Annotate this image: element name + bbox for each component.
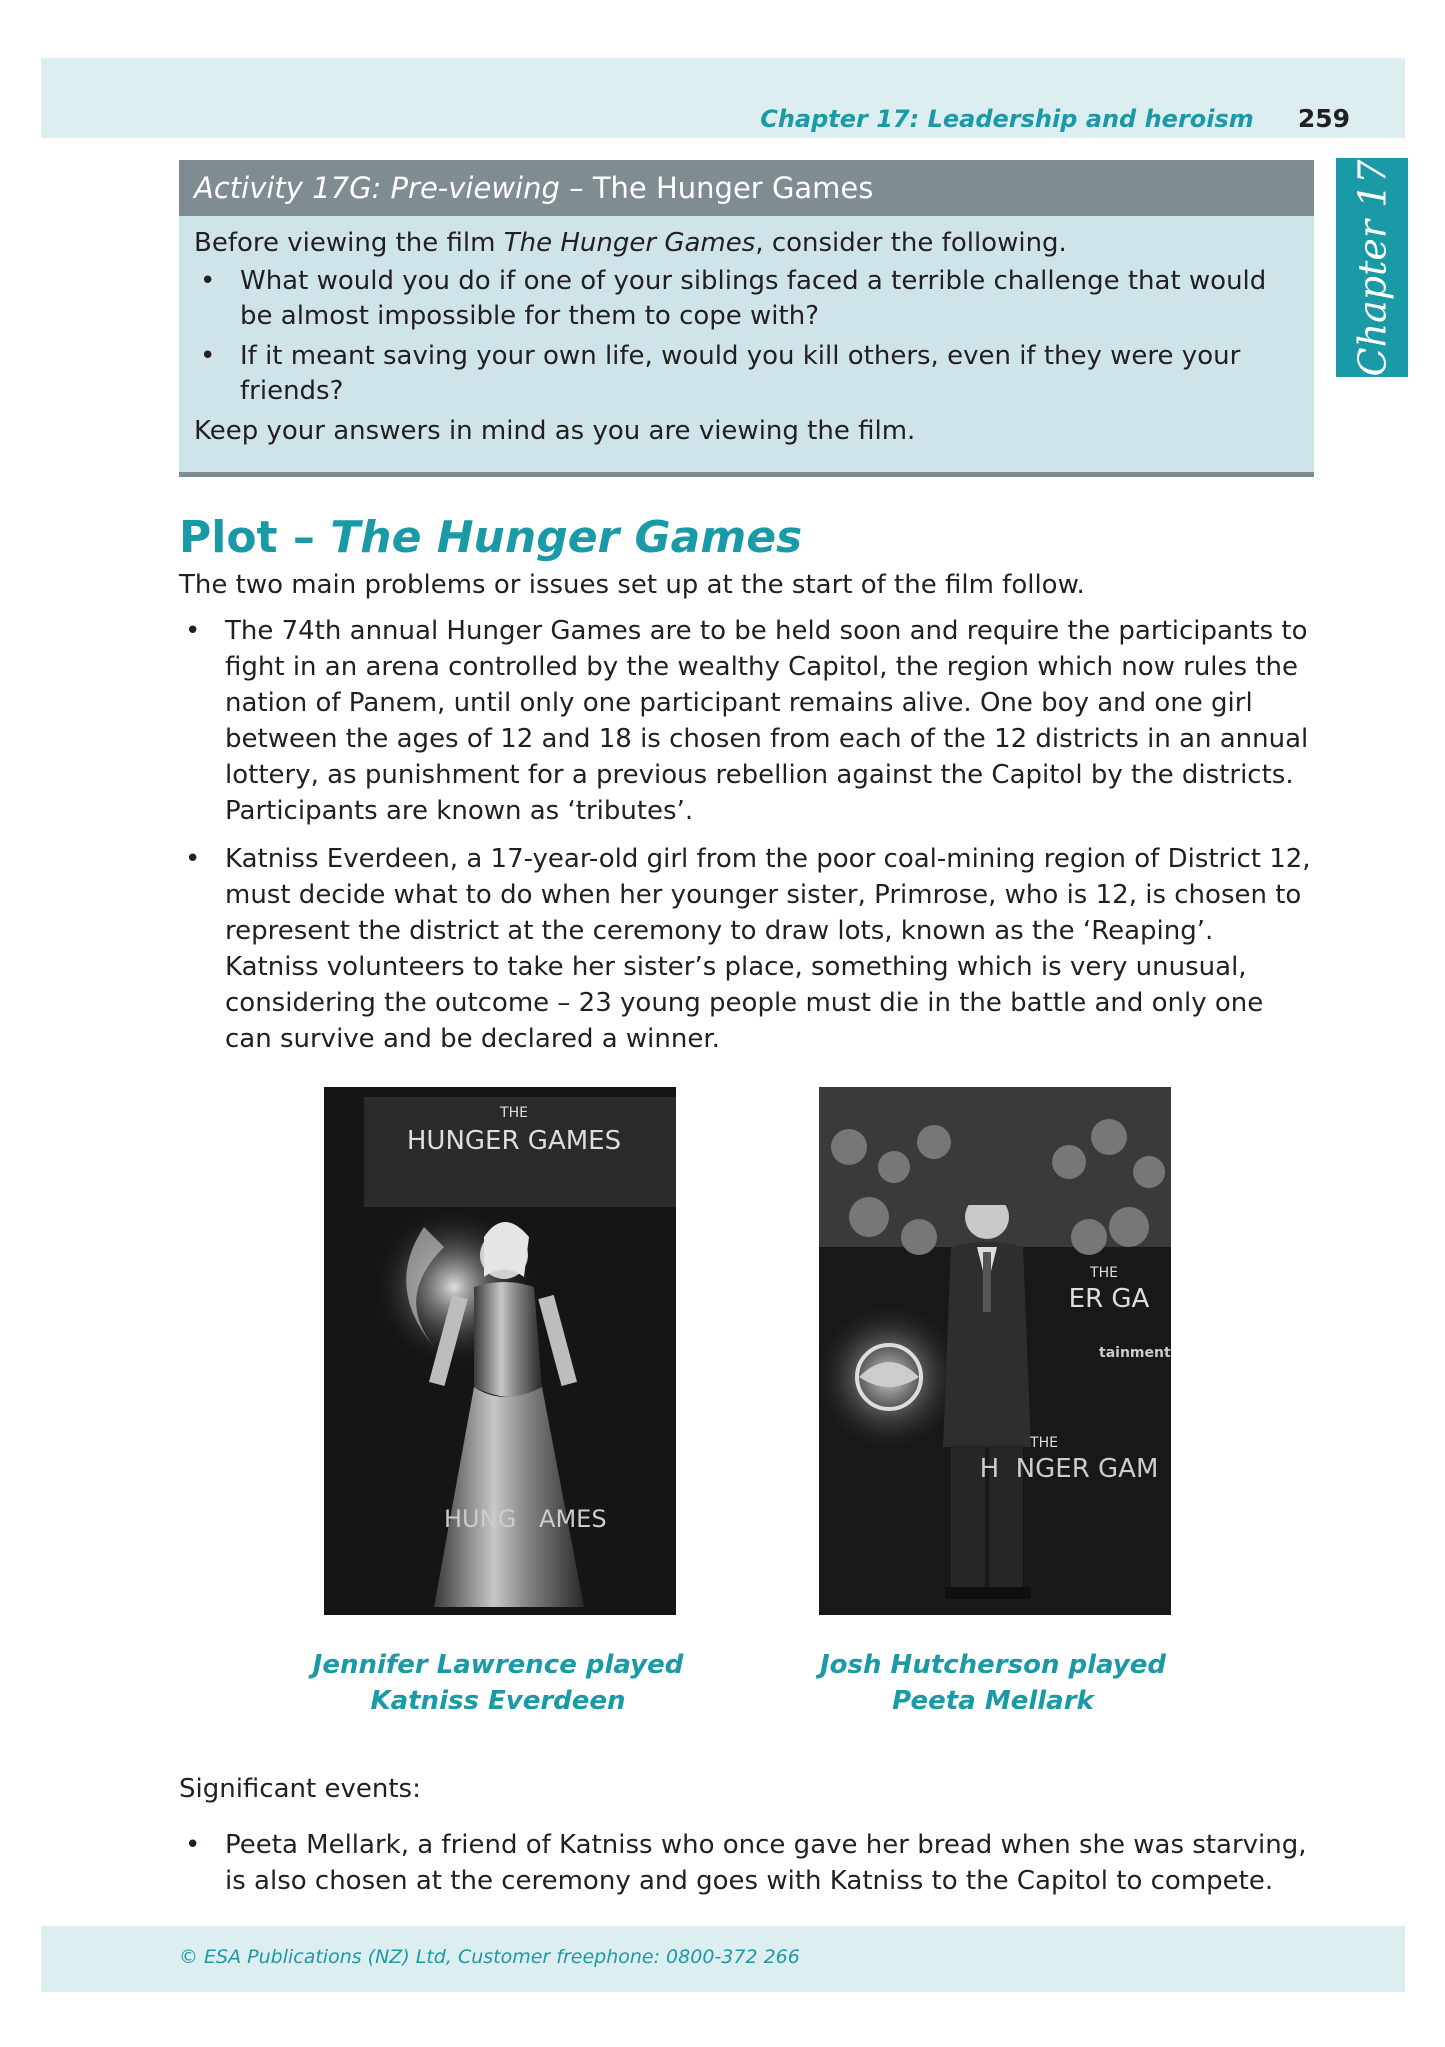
event-bullet: • Peeta Mellark, a friend of Katniss who once gave her bread when she was starving, is also chosen at the ceremony and goes with Katniss to the Capitol to compete. — [179, 1827, 1314, 1899]
events-bullets — [179, 1827, 1314, 1899]
activity-question: • What would you do if one of your siblings faced a terrible challenge that would be almost impossible for them to cope with? — [194, 264, 1298, 334]
page-number: 259 — [1297, 104, 1350, 133]
activity-intro-end: , consider the following. — [755, 228, 1067, 258]
chapter-tab-label: Chapter 17 — [1350, 159, 1395, 376]
footer-copyright: © ESA Publications (NZ) Ltd, Customer freephone: 0800-372 266 — [179, 1946, 800, 1968]
plot-bullet: • The 74th annual Hunger Games are to be held soon and require the participants to fight in an arena controlled by the wealthy Capitol, the region which now rules the nation of Panem, until only one participant remains alive. One boy and one girl between the ages of 12 and 18 is chosen from each of the 12 districts in an annual lottery, as punishment for a previous rebellion against the Capitol by the districts. Participants are known as ‘tributes’. — [179, 613, 1314, 829]
plot-bullet: • Katniss Everdeen, a 17-year-old girl from the poor coal-mining region of District 12, must decide what to do when her younger sister, Primrose, who is 12, is chosen to represent the district at the ceremony to draw lots, known as the ‘Reaping’. Katniss volunteers to take her sister’s place, something which is very unusual, considering the outcome – 23 young people must die in the battle and only one can survive and be declared a winner. — [179, 841, 1314, 1057]
left-banner-title: HUNGER GAMES — [406, 1126, 622, 1156]
film-title: The Hunger Games — [503, 228, 756, 258]
photo-jennifer-lawrence-image — [324, 1087, 676, 1615]
plot-intro: The two main problems or issues set up at the start of the film follow. — [179, 570, 1085, 600]
chapter-title: Chapter 17: Leadership and heroism — [760, 105, 1254, 133]
right-banner-the-lower: THE — [1030, 1435, 1058, 1451]
caption-jennifer-lawrence — [278, 1647, 718, 1719]
right-logo-text: tainment — [1099, 1345, 1171, 1361]
activity-title-italic: Activity 17G: Pre-viewing — [194, 171, 560, 205]
caption-line: Josh Hutcherson played — [819, 1650, 1166, 1680]
activity-title-rest: – The Hunger Games — [559, 171, 874, 205]
plot-heading — [179, 512, 802, 563]
significant-events — [179, 1771, 1314, 1911]
caption-josh-hutcherson — [773, 1647, 1213, 1719]
activity-questions — [194, 264, 1298, 409]
events-label: Significant events: — [179, 1774, 421, 1804]
photo-josh-hutcherson-image — [819, 1087, 1171, 1615]
plot-body — [179, 567, 1314, 1069]
running-header — [760, 104, 1350, 133]
caption-line: Katniss Everdeen — [370, 1686, 626, 1716]
chapter-tab — [1336, 158, 1408, 377]
activity-box — [179, 160, 1314, 477]
activity-intro-text: Before viewing the film — [194, 228, 504, 258]
plot-heading-title: The Hunger Games — [330, 512, 803, 563]
right-banner-the: THE — [1090, 1265, 1118, 1281]
activity-question: • If it meant saving your own life, would you kill others, even if they were your friends? — [194, 339, 1298, 409]
plot-bullets — [179, 613, 1314, 1057]
activity-body — [179, 216, 1314, 449]
photo-jennifer-lawrence — [324, 1087, 676, 1615]
right-banner-lower: H NGER GAM — [979, 1454, 1159, 1484]
activity-closing: Keep your answers in mind as you are viewing the film. — [194, 416, 916, 446]
activity-title — [179, 160, 1314, 216]
right-banner-title: ER GA — [1068, 1284, 1150, 1314]
plot-heading-prefix: Plot – — [179, 512, 331, 563]
caption-line: Jennifer Lawrence played — [312, 1650, 684, 1680]
caption-line: Peeta Mellark — [892, 1686, 1094, 1716]
photo-josh-hutcherson — [819, 1087, 1171, 1615]
left-banner-the: THE — [500, 1105, 528, 1121]
activity-intro — [194, 226, 1298, 261]
left-banner-lower: HUNG AMES — [444, 1505, 607, 1533]
